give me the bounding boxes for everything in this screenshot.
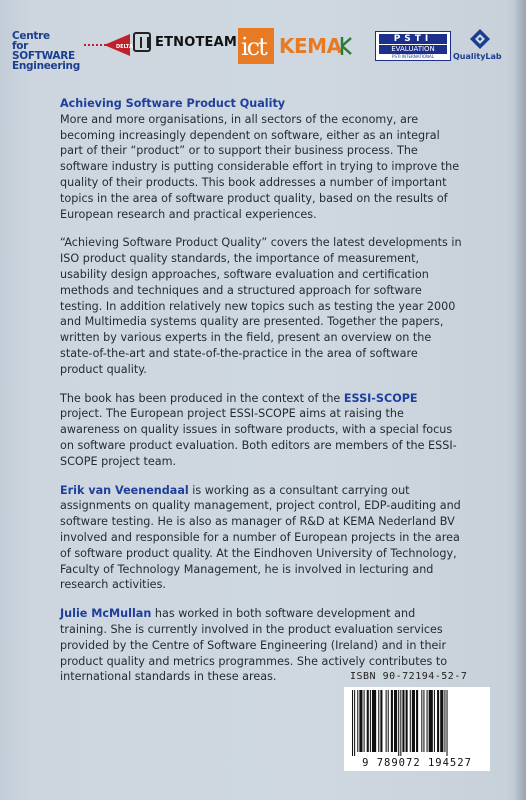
barcode-bar [357, 690, 358, 752]
barcode-bar [440, 690, 443, 752]
contents-body: “Achieving Software Product Quality” covers the latest developments in ISO product quality standards, the importance of measurement, usability design approaches, software evaluation and certification methods and techniques and a structured approach for software testing. In addition relatively new topics such as testing the year 2000 and Multimedia systems quality are presented. Together the papers, written by various experts in the field, present an overview on the state-of-the-art and state-of-the-practice in the area of software product quality. [60, 236, 462, 376]
cse-logo-line1: Centre [12, 30, 50, 42]
paragraph-contents [60, 235, 462, 377]
kema-swoosh-icon [339, 36, 353, 56]
psti-evaluation-logo [375, 31, 451, 61]
ict-logo [238, 28, 274, 64]
barcode-bar [398, 690, 399, 756]
barcode-bar [391, 690, 393, 752]
barcode-bar [427, 690, 428, 752]
barcode-bar [372, 690, 376, 752]
kema-logo-text: KEMA [279, 34, 342, 58]
barcode-bar [416, 690, 418, 752]
logo-strip [0, 0, 526, 86]
barcode-bars [350, 690, 484, 756]
cse-logo-line2: for SOFTWARE [12, 40, 75, 62]
barcode-bar [421, 690, 422, 752]
barcode-bar [406, 690, 408, 752]
barcode-bar [378, 690, 379, 752]
barcode-bar [359, 690, 362, 752]
psti-logo-mid: EVALUATION [379, 45, 447, 54]
barcode-bar [429, 690, 433, 752]
barcode-bar [412, 690, 415, 752]
barcode-bar [364, 690, 365, 752]
intro-body: More and more organisations, in all sectors of the economy, are becoming increasingly dependent on software, either as an integral part of their “product” or to support their business process. The software industry is putting considerable effort in trying to improve the quality of their products. This book addresses a number of important topics in the area of software product quality, based on the results of European research and practical experiences. [60, 112, 460, 221]
author-name-2: Julie McMullan [60, 607, 152, 621]
barcode-bar [402, 690, 404, 752]
etnoteam-mark-icon [133, 32, 151, 52]
spine-edge [514, 0, 526, 800]
barcode [344, 687, 490, 771]
barcode-bar [437, 690, 439, 752]
barcode-bar [370, 690, 371, 752]
barcode-bar [380, 690, 382, 752]
dotted-line-decoration [84, 44, 106, 48]
barcode-bar [434, 690, 435, 752]
psti-logo-bottom: PSTI INTERNATIONAL [392, 54, 434, 59]
barcode-bar [400, 690, 401, 756]
cse-logo-line3: Engineering [12, 60, 80, 72]
book-title-heading: Achieving Software Product Quality [60, 97, 286, 110]
qualitylab-mark-icon [469, 28, 491, 50]
isbn-label: ISBN 90-72194-52-7 [350, 671, 468, 682]
author-bio-2: has worked in both software development and training. She is currently involved in the product evaluation services provided by the Centre of Software Engineering (Ireland) and in their product quality and metrics programmes. She actively contributes to international standards in these areas. [60, 607, 448, 684]
barcode-bar [410, 690, 411, 752]
kema-logo [279, 34, 342, 58]
ict-logo-text: ict [241, 33, 266, 61]
barcode-bar [388, 690, 389, 752]
etnoteam-logo-text: ETNOTEAM [155, 35, 238, 50]
paragraph-author-1 [60, 483, 462, 594]
essi-scope-highlight: ESSI-SCOPE [343, 391, 418, 405]
barcode-bar [423, 690, 424, 752]
context-pre: The book has been produced in the context of the [60, 391, 344, 405]
barcode-bar [354, 690, 355, 756]
barcode-bar [447, 690, 448, 756]
barcode-bar [444, 690, 445, 752]
paragraph-intro [60, 96, 462, 222]
barcode-bar [386, 690, 387, 752]
barcode-bar [367, 690, 369, 752]
author-name-1: Erik van Veenendaal [60, 483, 189, 497]
author-bio-1: is working as a consultant carrying out assignments on quality management, project control, EDP-auditing and software testing. He is also as manager of R&D at KEMA Nederland BV involved and responsible for a number of European projects in the area of software product quality. At the Eindhoven University of Technology, Faculty of Technology Management, he is involved in lecturing and research activities. [60, 483, 461, 592]
delta-logo [104, 34, 133, 56]
delta-logo-text: DELTA [116, 44, 133, 50]
barcode-bar [352, 690, 353, 756]
paragraph-context [60, 391, 462, 470]
barcode-number: 9 789072 194527 [362, 757, 472, 769]
psti-logo-top: PSTI [379, 34, 447, 44]
qualitylab-logo-text: QualityLab [453, 52, 502, 61]
blurb-text [60, 96, 462, 698]
cse-logo [12, 31, 82, 71]
context-post: project. The European project ESSI-SCOPE aims at raising the awareness on quality issues in software products, with a special focus on software product evaluation. Both editors are members of the ESSI-SCOPE project team. [60, 407, 457, 468]
barcode-bar [394, 690, 397, 752]
